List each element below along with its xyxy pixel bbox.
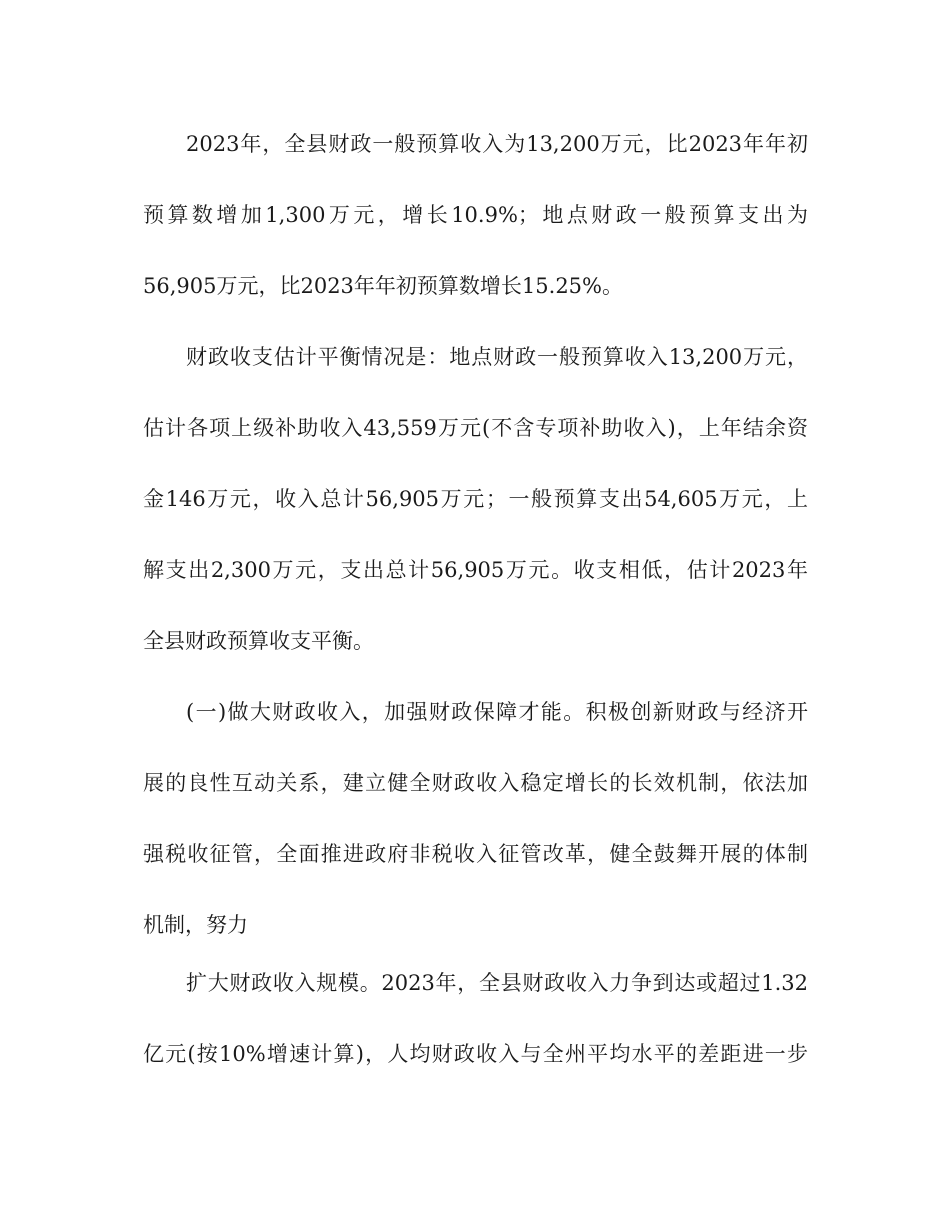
paragraph-2-line-4: 解支出2,300万元，支出总计56,905万元。收支相低，估计2023年 (143, 558, 808, 582)
paragraph-1-line-2: 预算数增加1,300万元，增长10.9%；地点财政一般预算支出为 (143, 203, 808, 227)
paragraph-3-line-1: (一)做大财政收入，加强财政保障才能。积极创新财政与经济开 (186, 700, 808, 724)
paragraph-3-line-3: 强税收征管，全面推进政府非税收入征管改革，健全鼓舞开展的体制 (143, 842, 808, 866)
paragraph-2-line-1: 财政收支估计平衡情况是：地点财政一般预算收入13,200万元， (186, 345, 808, 369)
paragraph-2-line-5: 全县财政预算收支平衡。 (143, 629, 374, 653)
paragraph-1-line-1: 2023年，全县财政一般预算收入为13,200万元，比2023年年初 (186, 132, 808, 156)
paragraph-3-line-2: 展的良性互动关系，建立健全财政收入稳定增长的长效机制，依法加 (143, 771, 808, 795)
paragraph-2-line-2: 估计各项上级补助收入43,559万元(不含专项补助收入)，上年结余资 (143, 416, 808, 440)
paragraph-2-line-3: 金146万元，收入总计56,905万元；一般预算支出54,605万元，上 (143, 487, 808, 511)
paragraph-3-line-4: 机制，努力 (143, 913, 248, 937)
paragraph-4-line-2: 亿元(按10%增速计算)，人均财政收入与全州平均水平的差距进一步 (143, 1042, 808, 1066)
paragraph-1-line-3: 56,905万元，比2023年年初预算数增长15.25%。 (143, 274, 623, 298)
paragraph-4-line-1: 扩大财政收入规模。2023年，全县财政收入力争到达或超过1.32 (186, 971, 808, 995)
